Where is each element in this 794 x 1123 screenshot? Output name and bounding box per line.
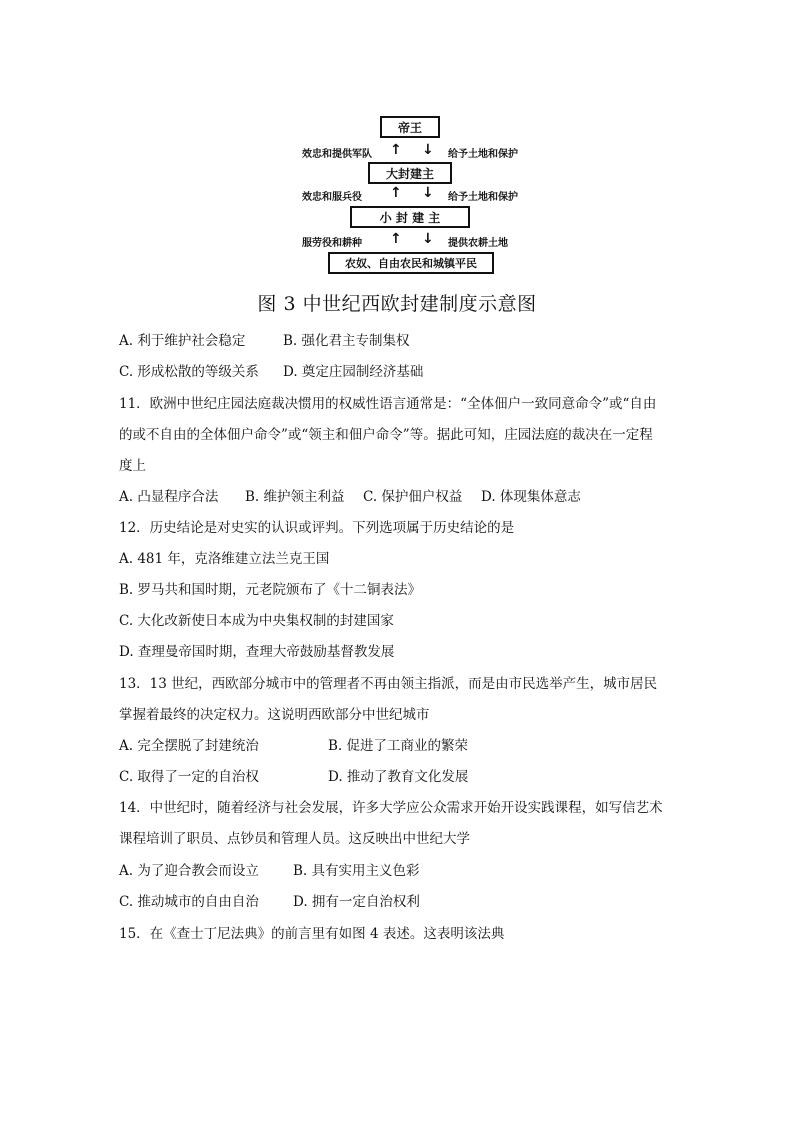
q10-option-a: A. 利于维护社会稳定 — [119, 333, 246, 349]
q10-option-d: D. 奠定庄园制经济基础 — [283, 364, 424, 380]
q14-options-row2 — [119, 893, 420, 911]
q10-options-row1 — [119, 332, 410, 350]
q13-option-b: B. 促进了工商业的繁荣 — [328, 738, 469, 754]
q11-option-a: A. 凸显程序合法 — [119, 489, 219, 505]
q14-stem-line2: 课程培训了职员、点钞员和管理人员。这反映出中世纪大学 — [119, 831, 470, 847]
q11-stem-line3: 度上 — [119, 458, 146, 474]
arrow-down-icon: ↓ — [422, 185, 434, 201]
q13-option-c: C. 取得了一定的自治权 — [119, 769, 259, 785]
down-label-1: 给予土地和保护 — [448, 149, 518, 160]
up-label-1: 效忠和提供军队 — [302, 149, 372, 160]
level-emperor: 帝王 — [380, 116, 440, 138]
q14-option-c: C. 推动城市的自由自治 — [119, 894, 259, 910]
q11-stem-line2: 的或不自由的全体佃户命令”或“领主和佃户命令”等。据此可知，庄园法庭的裁决在一定程 — [119, 427, 653, 443]
level-peasants: 农奴、自由农民和城镇平民 — [328, 252, 494, 274]
q14-options-row1 — [119, 862, 420, 880]
arrow-up-icon: ↑ — [390, 185, 402, 201]
arrow-down-icon: ↓ — [422, 142, 434, 158]
arrow-up-icon: ↑ — [390, 142, 402, 158]
q12-option-b: B. 罗马共和国时期，元老院颁布了《十二铜表法》 — [119, 582, 422, 598]
arrow-down-icon: ↓ — [422, 231, 434, 247]
feudal-hierarchy-diagram — [290, 100, 530, 280]
q15-stem: 15．在《查士丁尼法典》的前言里有如图 4 表述。这表明该法典 — [119, 926, 505, 942]
arrow-up-icon: ↑ — [390, 231, 402, 247]
q10-options-row2 — [119, 363, 423, 381]
q12-option-a: A. 481 年，克洛维建立法兰克王国 — [119, 551, 330, 567]
q13-stem-line2: 掌握着最终的决定权力。这说明西欧部分中世纪城市 — [119, 707, 430, 723]
figure-caption: 图 3 中世纪西欧封建制度示意图 — [257, 293, 537, 315]
down-label-3: 提供农耕土地 — [448, 238, 508, 249]
q14-option-b: B. 具有实用主义色彩 — [293, 863, 420, 879]
q13-option-d: D. 推动了教育文化发展 — [328, 769, 469, 785]
up-label-3: 服劳役和耕种 — [302, 238, 362, 249]
q11-options — [119, 488, 581, 506]
q12-stem: 12．历史结论是对史实的认识或评判。下列选项属于历史结论的是 — [119, 520, 515, 536]
q14-stem-line1: 14．中世纪时，随着经济与社会发展，许多大学应公众需求开始开设实践课程，如写信艺术 — [119, 800, 663, 816]
q12-option-d: D. 查理曼帝国时期，查理大帝鼓励基督教发展 — [119, 644, 395, 660]
q13-stem-line1: 13．13 世纪，西欧部分城市中的管理者不再由领主指派，而是由市民选举产生，城市居民 — [119, 676, 658, 692]
level-lesser-lords: 小 封 建 主 — [350, 206, 470, 228]
q14-option-d: D. 拥有一定自治权利 — [293, 894, 420, 910]
q12-option-c: C. 大化改新使日本成为中央集权制的封建国家 — [119, 613, 394, 629]
q10-option-c: C. 形成松散的等级关系 — [119, 364, 259, 380]
q13-options-row1 — [119, 737, 468, 755]
q10-option-b: B. 强化君主专制集权 — [283, 333, 410, 349]
q13-options-row2 — [119, 768, 468, 786]
q14-option-a: A. 为了迎合教会而设立 — [119, 863, 259, 879]
q13-option-a: A. 完全摆脱了封建统治 — [119, 738, 259, 754]
q11-option-d: D. 体现集体意志 — [481, 489, 581, 505]
q11-stem-line1: 11．欧洲中世纪庄园法庭裁决惯用的权威性语言通常是：“全体佃户一致同意命令”或“自由 — [119, 396, 657, 412]
up-label-2: 效忠和服兵役 — [302, 192, 362, 203]
level-great-lords: 大封建主 — [368, 162, 452, 184]
q11-option-c: C. 保护佃户权益 — [363, 489, 463, 505]
down-label-2: 给予土地和保护 — [448, 192, 518, 203]
q11-option-b: B. 维护领主利益 — [245, 489, 345, 505]
